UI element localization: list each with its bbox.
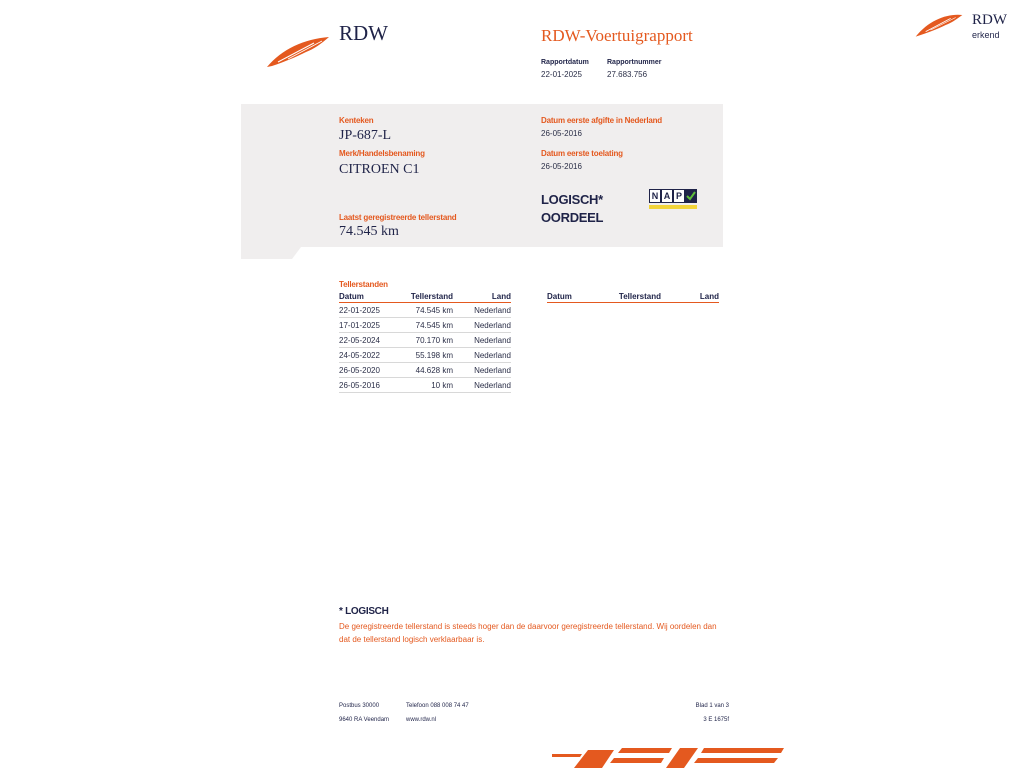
reading-country: Nederland [453,378,511,393]
reading-country: Nederland [453,318,511,333]
reading-country: Nederland [453,333,511,348]
badge-subtitle: erkend [972,30,1000,40]
column-header-date: Datum [339,292,399,303]
reading-km: 44.628 km [399,363,453,378]
reading-date: 22-05-2024 [339,333,399,348]
reading-country: Nederland [453,363,511,378]
checkmark-icon [685,189,697,203]
table-row [339,318,511,333]
readings-title: Tellerstanden [339,280,388,289]
table-header-row [339,292,511,303]
footer-document-code: 3 E 1675f [703,717,729,723]
reading-date: 26-05-2020 [339,363,399,378]
reading-km: 55.198 km [399,348,453,363]
footnote-title: * LOGISCH [339,606,389,617]
verdict-line-1: LOGISCH* [541,192,603,207]
column-header-country: Land [661,292,719,303]
readings-table-continued [547,292,719,303]
column-header-reading: Tellerstand [399,292,453,303]
reading-date: 17-01-2025 [339,318,399,333]
report-date: 22-01-2025 [541,70,582,79]
verdict-line-2: OORDEEL [541,210,604,225]
table-row [339,348,511,363]
first-admission-label: Datum eerste toelating [541,149,623,158]
table-header-row [547,292,719,303]
readings-table [339,292,511,393]
footnote-text-line-2: dat de tellerstand logisch verklaarbaar is. [339,635,485,644]
badge-title: RDW [972,12,1007,28]
report-number: 27.683.756 [607,70,648,79]
reading-country: Nederland [453,348,511,363]
make-label: Merk/Handelsbenaming [339,149,425,158]
feather-logo-icon [266,35,330,69]
last-reading-value: 74.545 km [339,224,399,239]
column-header-date: Datum [547,292,607,303]
vehicle-summary-panel [241,104,723,247]
nap-letter: A [661,189,673,203]
panel-tail [241,247,301,259]
footer-page-number: Blad 1 van 3 [695,703,729,709]
rdw-erkend-badge [914,10,1014,42]
footnote-text-line-1: De geregistreerde tellerstand is steeds hoger dan de daarvoor geregistreerde tellerstand. Wij oordelen dan [339,622,717,631]
column-header-country: Land [453,292,511,303]
table-row [339,378,511,393]
first-nl-value: 26-05-2016 [541,129,582,138]
footer-phone: Telefoon 088 008 74 47 [406,703,469,709]
decorative-stripes [552,745,784,768]
make-value: CITROEN C1 [339,162,420,177]
nap-logo [649,189,697,209]
document-logo-text: RDW [339,21,388,45]
plate-value: JP-687-L [339,128,392,143]
first-admission-value: 26-05-2016 [541,162,582,171]
footer-city: 9640 RA Veendam [339,717,390,723]
report-date-label: Rapportdatum [541,59,589,66]
table-row [339,363,511,378]
reading-km: 74.545 km [399,303,453,318]
footer-postbus: Postbus 30000 [339,703,380,709]
report-number-label: Rapportnummer [607,59,662,66]
reading-km: 70.170 km [399,333,453,348]
reading-date: 22-01-2025 [339,303,399,318]
column-header-reading: Tellerstand [607,292,661,303]
reading-km: 10 km [399,378,453,393]
table-row [339,303,511,318]
nap-letter: P [673,189,685,203]
last-reading-label: Laatst geregistreerde tellerstand [339,213,457,222]
report-title: RDW-Voertuigrapport [541,26,693,45]
reading-date: 26-05-2016 [339,378,399,393]
reading-date: 24-05-2022 [339,348,399,363]
reading-km: 74.545 km [399,318,453,333]
feather-logo-icon [914,10,964,40]
reading-country: Nederland [453,303,511,318]
table-row [339,333,511,348]
nap-letter: N [649,189,661,203]
first-nl-label: Datum eerste afgifte in Nederland [541,116,662,125]
plate-label: Kenteken [339,116,374,125]
footer-website: www.rdw.nl [406,717,437,723]
